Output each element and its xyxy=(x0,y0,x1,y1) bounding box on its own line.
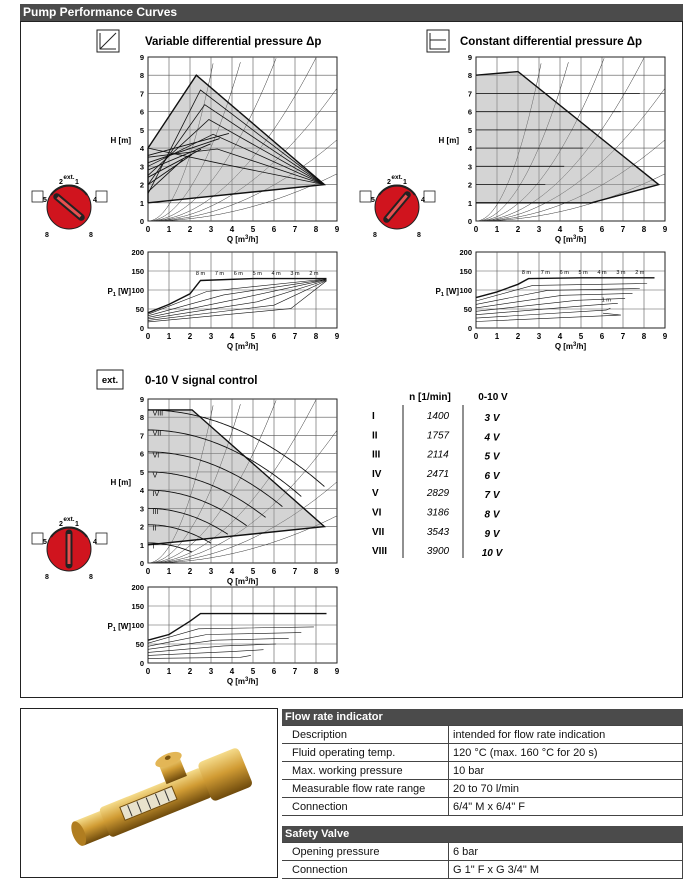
x-tick-label: 7 xyxy=(292,332,298,341)
speed-level-label: V xyxy=(152,472,158,480)
y-tick-label: 2 xyxy=(139,522,144,532)
x-tick-label: 5 xyxy=(250,567,256,576)
x-tick-label: 4 xyxy=(229,667,235,676)
knob-label: 8 xyxy=(417,232,421,239)
speed-rpm: 1400 xyxy=(426,411,450,422)
x-tick-label: 6 xyxy=(599,225,605,234)
y-tick-label: 3 xyxy=(467,162,472,172)
y-tick-label: 1 xyxy=(139,540,144,550)
x-tick-label: 9 xyxy=(662,332,668,341)
chart-title: Variable differential pressure Δp xyxy=(145,36,322,48)
y-tick-label: 5 xyxy=(139,467,144,477)
series-label: 7 m xyxy=(540,270,550,277)
speed-level: VII xyxy=(372,526,385,538)
speed-rpm: 3186 xyxy=(426,507,450,519)
x-tick-label: 0 xyxy=(145,225,151,234)
table-row xyxy=(282,726,683,744)
table-row xyxy=(282,861,683,879)
table-row xyxy=(282,843,683,861)
x-tick-label: 8 xyxy=(641,225,647,234)
flow-spec-value: 6/4" M x 6/4" F xyxy=(449,798,683,816)
x-axis-label: Q $[m^3/h]$ xyxy=(226,235,259,244)
speed-level: V xyxy=(372,488,379,500)
y-tick-label: 50 xyxy=(463,305,472,314)
table-row xyxy=(282,744,683,762)
x-tick-label: 6 xyxy=(271,225,277,234)
speed-rpm: 2114 xyxy=(427,449,449,461)
speed-voltage: 7 V xyxy=(484,490,500,502)
x-axis-label: Q $[m^3/h]$ xyxy=(226,677,259,686)
x-tick-label: 4 xyxy=(557,332,563,341)
y-tick-label: 50 xyxy=(135,305,144,314)
y-tick-label: 4 xyxy=(467,144,472,154)
valve-spec-label: Connection xyxy=(282,861,449,879)
knob-label: 4 xyxy=(93,539,97,546)
x-tick-label: 3 xyxy=(208,567,214,576)
x-tick-label: 6 xyxy=(271,667,277,676)
y-tick-label: 5 xyxy=(467,125,472,135)
x-tick-label: 2 xyxy=(187,667,193,676)
x-tick-label: 1 xyxy=(494,225,500,234)
speed-level-label: VII xyxy=(152,430,162,438)
x-tick-label: 9 xyxy=(334,667,340,676)
knob-label: 4 xyxy=(421,197,425,204)
x-tick-label: 4 xyxy=(557,225,563,234)
flow-spec-value: intended for flow rate indication xyxy=(449,726,683,744)
series-label: 4 m xyxy=(597,270,607,277)
speed-rpm: 3543 xyxy=(426,526,450,538)
chart-title: Constant differential pressure Δp xyxy=(460,36,643,48)
knob-label: 2 xyxy=(387,179,391,186)
y-tick-label: 150 xyxy=(131,267,144,276)
y-tick-label: 4 xyxy=(139,144,144,154)
y-tick-label: 3 xyxy=(139,162,144,172)
valve-illustration xyxy=(21,709,277,877)
knob-label: 1 xyxy=(403,179,407,186)
x-tick-label: 0 xyxy=(473,332,479,341)
y-tick-label: 1 xyxy=(467,198,472,208)
series-label: 5 m xyxy=(578,270,588,277)
speed-rpm: 3900 xyxy=(426,546,450,558)
variable-mode-icon xyxy=(32,533,43,544)
safety-valve-table xyxy=(282,826,683,879)
y-tick-label: 0 xyxy=(139,659,144,668)
y-axis-label: H [m] xyxy=(438,136,459,145)
y-tick-label: 1 xyxy=(139,198,144,208)
x-tick-label: 4 xyxy=(229,332,235,341)
series-label: 6 m xyxy=(559,270,569,277)
y-tick-label: 6 xyxy=(139,449,144,459)
speed-voltage: 6 V xyxy=(484,470,500,482)
y-tick-label: 6 xyxy=(139,107,144,117)
speed-level: II xyxy=(372,430,378,442)
knob-label: 8 xyxy=(89,232,93,239)
knob-label: 8 xyxy=(45,232,49,239)
y-tick-label: 3 xyxy=(139,504,144,514)
flow-spec-value: 120 °C (max. 160 °C for 20 s) xyxy=(449,744,683,762)
y-tick-label: 9 xyxy=(139,395,144,404)
y-tick-label: 0 xyxy=(139,559,144,568)
x-tick-label: 2 xyxy=(515,332,521,341)
series-label: 5 m xyxy=(252,270,262,277)
speed-rpm: 2471 xyxy=(426,468,450,480)
y-tick-label: 0 xyxy=(139,217,144,226)
y-tick-label: 2 xyxy=(139,180,144,190)
table-row xyxy=(282,780,683,798)
column-header: 0-10 V xyxy=(478,392,508,403)
speed-voltage: 5 V xyxy=(484,451,500,463)
y-tick-label: 100 xyxy=(131,286,144,295)
series-label: 8 m xyxy=(521,270,531,277)
flow-spec-value: 20 to 70 l/min xyxy=(449,780,683,798)
speed-level: IV xyxy=(372,468,382,480)
y-tick-label: 8 xyxy=(139,413,144,423)
knob-label: 2 xyxy=(59,521,63,528)
y-tick-label: 0 xyxy=(139,324,144,333)
x-tick-label: 1 xyxy=(166,567,172,576)
x-axis-label: Q $[m^3/h]$ xyxy=(554,342,587,351)
table-row xyxy=(282,798,683,816)
valve-spec-value: G 1" F x G 3/4" M xyxy=(449,861,683,879)
x-tick-label: 3 xyxy=(536,332,542,341)
y-tick-label: 9 xyxy=(139,53,144,62)
x-tick-label: 0 xyxy=(473,225,479,234)
knob-label: 5 xyxy=(371,197,375,204)
knob-label: 4 xyxy=(93,197,97,204)
flow-spec-label: Fluid operating temp. xyxy=(282,744,449,762)
valve-spec-value: 6 bar xyxy=(449,843,683,861)
variable-mode-icon xyxy=(360,191,371,202)
x-axis-label: Q $[m^3/h]$ xyxy=(554,235,587,244)
x-tick-label: 6 xyxy=(271,567,277,576)
y-tick-label: 2 xyxy=(467,180,472,190)
y-tick-label: 7 xyxy=(139,431,144,441)
y-tick-label: 8 xyxy=(139,71,144,81)
flow-spec-label: Description xyxy=(282,726,449,744)
series-label: 3 m xyxy=(290,270,300,277)
x-tick-label: 3 xyxy=(208,667,214,676)
y-tick-label: 0 xyxy=(467,217,472,226)
speed-level-label: III xyxy=(152,509,159,517)
speed-voltage: 4 V xyxy=(484,432,500,444)
series-label: 8 m xyxy=(195,270,206,277)
speed-level-label: II xyxy=(152,525,157,533)
x-tick-label: 5 xyxy=(578,332,584,341)
y-tick-label: 200 xyxy=(131,248,144,257)
knob-label: 1 xyxy=(75,179,79,186)
y-tick-label: 0 xyxy=(467,324,472,333)
x-tick-label: 6 xyxy=(271,332,277,341)
controller-constant xyxy=(360,185,435,229)
x-tick-label: 8 xyxy=(313,332,319,341)
x-tick-label: 5 xyxy=(578,225,584,234)
controller-variable xyxy=(32,185,107,229)
x-tick-label: 3 xyxy=(536,225,542,234)
x-tick-label: 4 xyxy=(229,567,235,576)
x-tick-label: 5 xyxy=(250,332,256,341)
y-axis-label: $P_1$ [W] xyxy=(107,287,131,298)
y-axis-label: H [m] xyxy=(110,136,131,145)
x-tick-label: 1 xyxy=(166,667,172,676)
flow-indicator-photo xyxy=(20,708,278,878)
knob-label: 5 xyxy=(43,197,47,204)
x-tick-label: 8 xyxy=(313,667,319,676)
y-tick-label: 150 xyxy=(131,602,144,611)
x-tick-label: 1 xyxy=(166,225,172,234)
flow-spec-label: Measurable flow rate range xyxy=(282,780,449,798)
x-tick-label: 7 xyxy=(292,667,298,676)
constant-mode-icon xyxy=(424,191,435,202)
speed-rpm: 1757 xyxy=(426,430,450,442)
x-tick-label: 2 xyxy=(187,567,193,576)
speed-rpm: 2829 xyxy=(426,488,450,500)
flow-spec-label: Connection xyxy=(282,798,449,816)
y-axis-label: $P_1$ [W] xyxy=(107,622,131,633)
variable-mode-icon xyxy=(32,191,43,202)
chart-title: 0-10 V signal control xyxy=(145,375,258,387)
y-tick-label: 8 xyxy=(467,71,472,81)
series-label: 3 m xyxy=(616,270,626,277)
section-header: Pump Performance Curves xyxy=(20,4,683,21)
y-tick-label: 9 xyxy=(467,53,472,62)
x-tick-label: 0 xyxy=(145,567,151,576)
x-tick-label: 2 xyxy=(187,225,193,234)
x-tick-label: 7 xyxy=(620,332,626,341)
y-tick-label: 7 xyxy=(139,89,144,99)
x-tick-label: 7 xyxy=(292,567,298,576)
column-header: n [1/min] xyxy=(409,392,451,403)
y-tick-label: 50 xyxy=(135,640,144,649)
x-axis-label: Q $[m^3/h]$ xyxy=(226,342,259,351)
x-tick-label: 9 xyxy=(334,225,340,234)
x-tick-label: 8 xyxy=(641,332,647,341)
y-tick-label: 100 xyxy=(131,621,144,630)
series-label: 2 m xyxy=(635,270,645,277)
flow-spec-label: Max. working pressure xyxy=(282,762,449,780)
knob-label: 5 xyxy=(43,539,47,546)
valve-spec-label: Opening pressure xyxy=(282,843,449,861)
x-tick-label: 6 xyxy=(599,332,605,341)
x-axis-label: Q $[m^3/h]$ xyxy=(226,577,259,586)
x-tick-label: 5 xyxy=(250,225,256,234)
speed-voltage: 10 V xyxy=(481,548,503,560)
speed-level-label: IV xyxy=(152,490,160,498)
x-tick-label: 2 xyxy=(187,332,193,341)
speed-voltage: 9 V xyxy=(484,528,500,540)
y-tick-label: 200 xyxy=(459,248,472,257)
speed-voltage: 8 V xyxy=(484,509,500,521)
x-tick-label: 0 xyxy=(145,667,151,676)
y-tick-label: 100 xyxy=(459,286,472,295)
y-tick-label: 4 xyxy=(139,486,144,496)
y-tick-label: 200 xyxy=(131,583,144,592)
y-tick-label: 6 xyxy=(467,107,472,117)
constant-mode-icon xyxy=(96,191,107,202)
series-label: 2 m xyxy=(309,270,319,277)
knob-ext-label: ext. xyxy=(63,174,75,181)
knob-label: 8 xyxy=(373,232,377,239)
knob-label: 8 xyxy=(89,574,93,581)
y-tick-label: 150 xyxy=(459,267,472,276)
flow-spec-value: 10 bar xyxy=(449,762,683,780)
flow-indicator-title: Flow rate indicator xyxy=(282,709,683,726)
speed-level: III xyxy=(372,449,381,461)
speed-level-label: VIII xyxy=(152,410,164,418)
safety-valve-title: Safety Valve xyxy=(282,826,683,843)
series-label: 7 m xyxy=(214,270,224,277)
x-tick-label: 9 xyxy=(334,567,340,576)
flow-indicator-table xyxy=(282,709,683,816)
controller-ext xyxy=(32,527,107,571)
knob-label: 1 xyxy=(75,521,79,528)
knob-label: 2 xyxy=(59,179,63,186)
constant-mode-icon xyxy=(96,533,107,544)
x-tick-label: 8 xyxy=(313,567,319,576)
x-tick-label: 3 xyxy=(208,332,214,341)
x-tick-label: 4 xyxy=(229,225,235,234)
x-tick-label: 1 xyxy=(166,332,172,341)
y-axis-label: $P_1$ [W] xyxy=(435,287,459,298)
x-tick-label: 9 xyxy=(334,332,340,341)
speed-level-label: VI xyxy=(152,452,160,460)
x-tick-label: 3 xyxy=(208,225,214,234)
speed-level: VIII xyxy=(372,546,388,558)
speed-level: I xyxy=(372,411,375,422)
series-label: 1 m xyxy=(601,297,611,304)
x-tick-label: 2 xyxy=(515,225,521,234)
y-tick-label: 7 xyxy=(467,89,472,99)
ext-mode-label: ext. xyxy=(101,375,119,386)
knob-ext-label: ext. xyxy=(391,174,403,181)
x-tick-label: 9 xyxy=(662,225,668,234)
x-tick-label: 7 xyxy=(292,225,298,234)
x-tick-label: 8 xyxy=(313,225,319,234)
x-tick-label: 5 xyxy=(250,667,256,676)
knob-ext-label: ext. xyxy=(63,516,75,523)
x-tick-label: 0 xyxy=(145,332,151,341)
series-label: 6 m xyxy=(233,270,243,277)
y-axis-label: H [m] xyxy=(110,478,131,487)
series-label: 4 m xyxy=(271,270,281,277)
speed-level: VI xyxy=(372,507,382,519)
speed-voltage: 3 V xyxy=(484,413,500,424)
x-tick-label: 7 xyxy=(620,225,626,234)
table-row xyxy=(282,762,683,780)
x-tick-label: 1 xyxy=(494,332,500,341)
y-tick-label: 5 xyxy=(139,125,144,135)
knob-label: 8 xyxy=(45,574,49,581)
speed-level-label: I xyxy=(152,543,155,551)
